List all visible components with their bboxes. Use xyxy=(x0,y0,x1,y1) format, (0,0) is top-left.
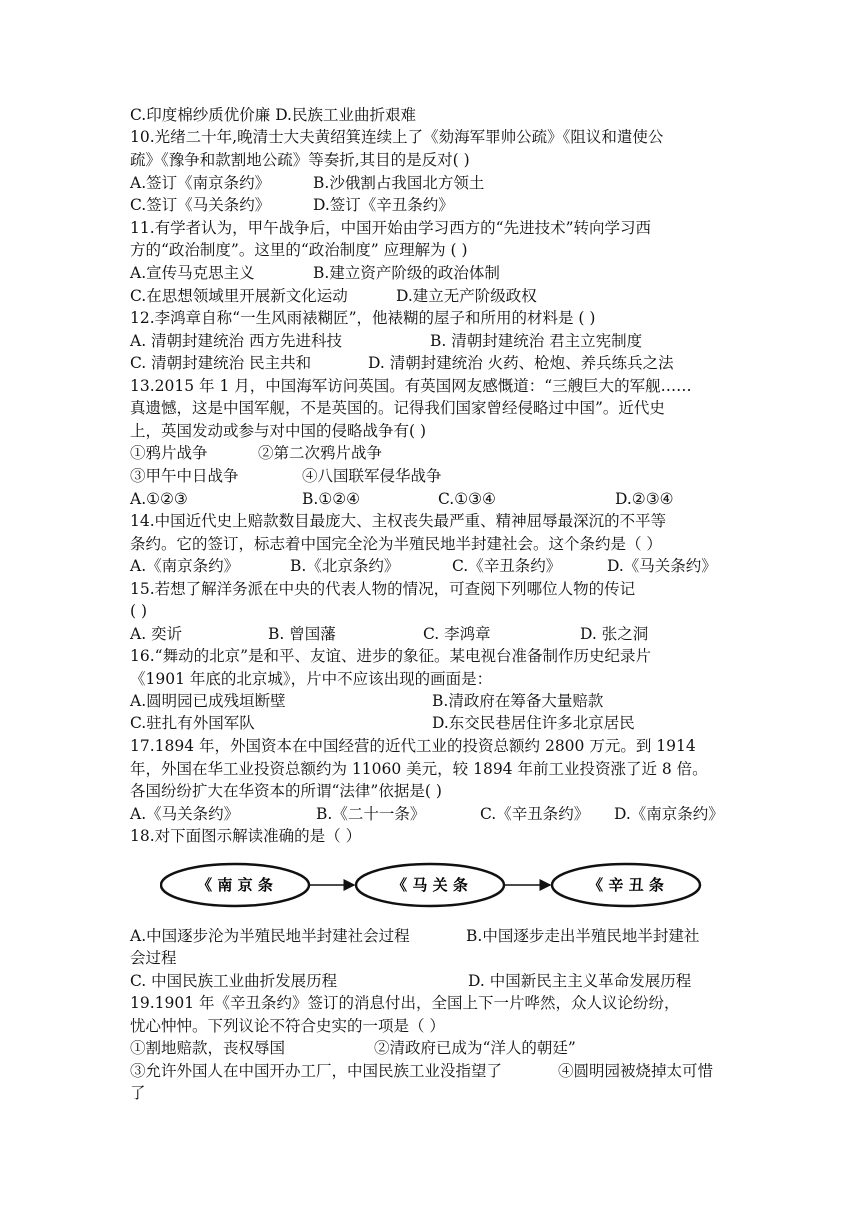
q13-option-b: B.①②④ xyxy=(302,490,361,508)
q16-stem-1: 16.“舞动的北京”是和平、友谊、进步的象征。某电视台准备制作历史纪录片 xyxy=(130,647,652,665)
q17-stem-3: 各国纷纷扩大在华资本的所谓“法律”依据是( ) xyxy=(130,782,442,800)
q9-options-cd xyxy=(130,104,416,126)
q17-stem-1: 17.1894 年，外国资本在中国经营的近代工业的投资总额约 2800 万元。到 1914 xyxy=(130,737,696,755)
q15-option-d: D. 张之洞 xyxy=(580,625,649,643)
q10-stem-2: 疏》《豫争和款割地公疏》等奏折,其目的是反对( ) xyxy=(130,151,470,169)
q16-option-a: A.圆明园已成残垣断壁 xyxy=(130,692,286,710)
q11-stem-2: 方的“政治制度”。这里的“政治制度” 应理解为 ( ) xyxy=(130,241,468,259)
q11-option-b: B.建立资产阶级的政治体制 xyxy=(313,264,500,282)
q13-item-2: ②第二次鸦片战争 xyxy=(258,444,383,462)
q15-stem-2: ( ) xyxy=(130,602,148,620)
q19-item-4: ④圆明园被烧掉太可惜 xyxy=(558,1062,714,1080)
q14-option-b: B.《北京条约》 xyxy=(290,557,400,575)
q11-option-a: A.宣传马克思主义 xyxy=(130,264,255,282)
q10-stem-1: 10.光绪二十年,晚清士大夫黄绍箕连续上了《劾海军罪帅公疏》《阻议和遣使公 xyxy=(130,128,664,146)
q15-option-c: C. 李鸿章 xyxy=(423,625,491,643)
q9-option-d: D.民族工业曲折艰难 xyxy=(275,106,416,124)
q12-option-b: B. 清朝封建统治 君主立宪制度 xyxy=(430,332,643,350)
treaty-label-1: 《 南 京 条 xyxy=(197,876,273,894)
treaty-sequence-svg xyxy=(160,860,740,910)
q12-stem: 12.李鸿章自称“一生风雨裱糊匠”，他裱糊的屋子和所用的材料是 ( ) xyxy=(130,309,596,327)
q11-option-c: C.在思想领域里开展新文化运动 xyxy=(130,287,348,305)
q19-item-1: ①割地赔款，丧权辱国 xyxy=(130,1039,286,1057)
q17-option-d: D.《南京条约》 xyxy=(614,805,724,823)
q17-option-c: C.《辛丑条约》 xyxy=(480,805,590,823)
q13-stem-3: 上，英国发动或参与对中国的侵略战争有( ) xyxy=(130,422,427,440)
q15-stem-1: 15.若想了解洋务派在中央的代表人物的情况，可查阅下列哪位人物的传记 xyxy=(130,580,636,598)
q16-option-c: C.驻扎有外国军队 xyxy=(130,714,255,732)
q16-option-d: D.东交民巷居住许多北京居民 xyxy=(432,714,635,732)
q13-option-c: C.①③④ xyxy=(438,490,496,508)
q15-option-a: A. 奕䜣 xyxy=(130,625,183,643)
q18-stem: 18.对下面图示解读准确的是（ ） xyxy=(130,827,362,845)
q13-option-d: D.②③④ xyxy=(615,490,674,508)
q15-option-b: B. 曾国藩 xyxy=(268,625,336,643)
q10-option-d: D.签订《辛丑条约》 xyxy=(313,196,454,214)
q13-stem-2: 真遗憾，这是中国军舰，不是英国的。记得我们国家曾经侵略过中国”。近代史 xyxy=(130,399,665,417)
q14-option-d: D.《马关条约》 xyxy=(607,557,717,575)
q10-option-c: C.签订《马关条约》 xyxy=(130,196,271,214)
q19-stem-1: 19.1901 年《辛丑条约》签订的消息付出，全国上下一片哗然，众人议论纷纷， xyxy=(130,994,680,1012)
q18-option-a: A.中国逐步沦为半殖民地半封建社会过程 xyxy=(130,927,410,945)
q11-stem-1: 11.有学者认为，甲午战争后，中国开始由学习西方的“先进技术”转向学习西 xyxy=(130,219,652,237)
q18-option-b-cont: 会过程 xyxy=(130,949,177,967)
q19-item-4-cont: 了 xyxy=(130,1084,146,1102)
q18-option-c: C. 中国民族工业曲折发展历程 xyxy=(130,972,338,990)
q13-stem-1: 13.2015 年 1 月，中国海军访问英国。有英国网友感慨道：“三艘巨大的军舰…… xyxy=(130,377,692,395)
treaty-sequence-diagram xyxy=(160,860,740,910)
q14-stem-1: 14.中国近代史上赔款数目最庞大、主权丧失最严重、精神屈辱最深沉的不平等 xyxy=(130,512,667,530)
q12-option-a: A. 清朝封建统治 西方先进科技 xyxy=(130,332,342,350)
q13-item-1: ①鸦片战争 xyxy=(130,444,208,462)
q9-option-c: C.印度棉纱质优价廉 xyxy=(130,106,271,124)
q11-option-d: D.建立无产阶级政权 xyxy=(396,287,537,305)
q13-item-3: ③甲午中日战争 xyxy=(130,467,239,485)
q19-item-2: ②清政府已成为“洋人的朝廷” xyxy=(374,1039,576,1057)
q14-option-c: C.《辛丑条约》 xyxy=(452,557,562,575)
q17-stem-2: 年，外国在华工业投资总额约为 11060 美元，较 1894 年前工业投资涨了近 8 倍。 xyxy=(130,760,708,778)
q10-option-a: A.签订《南京条约》 xyxy=(130,174,271,192)
q14-stem-2: 条约。它的签订，标志着中国完全沦为半殖民地半封建社会。这个条约是（ ） xyxy=(130,535,662,553)
q13-item-4: ④八国联军侵华战争 xyxy=(302,467,442,485)
treaty-label-3: 《 辛 丑 条 xyxy=(588,876,664,894)
q12-option-d: D. 清朝封建统治 火药、枪炮、养兵练兵之法 xyxy=(368,354,674,372)
q10-option-b: B.沙俄割占我国北方领土 xyxy=(313,174,485,192)
q17-option-b: B.《二十一条》 xyxy=(316,805,426,823)
q18-option-d: D. 中国新民主主义革命发展历程 xyxy=(468,972,692,990)
q13-option-a: A.①②③ xyxy=(130,490,188,508)
q19-item-3: ③允许外国人在中国开办工厂，中国民族工业没指望了 xyxy=(130,1062,503,1080)
q16-option-b: B.清政府在筹备大量赔款 xyxy=(432,692,604,710)
q16-stem-2: 《1901 年底的北京城》，片中不应该出现的画面是： xyxy=(130,670,493,688)
treaty-label-2: 《 马 关 条 xyxy=(392,876,468,894)
q18-option-b: B.中国逐步走出半殖民地半封建社 xyxy=(466,927,700,945)
q19-stem-2: 忧心忡忡。下列议论不符合史实的一项是（ ） xyxy=(130,1017,445,1035)
q14-option-a: A.《南京条约》 xyxy=(130,557,240,575)
q12-option-c: C. 清朝封建统治 民主共和 xyxy=(130,354,312,372)
q17-option-a: A.《马关条约》 xyxy=(130,805,240,823)
